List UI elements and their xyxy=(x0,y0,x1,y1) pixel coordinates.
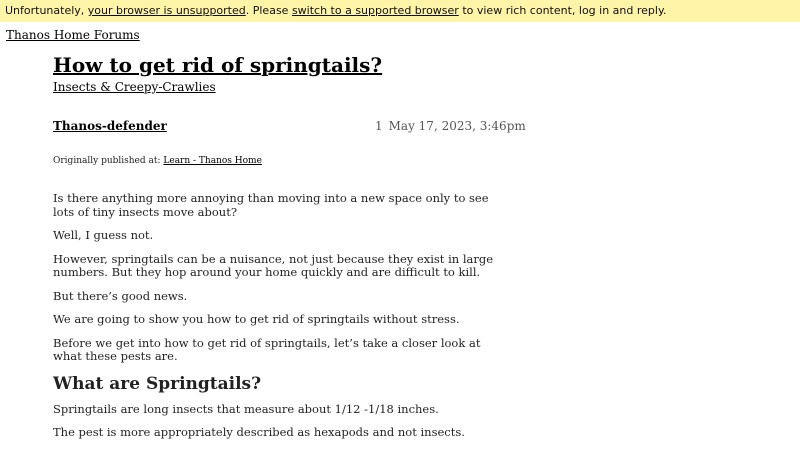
post-paragraph: Before we get into how to get rid of springtails, let’s take a closer look at what these pests are. xyxy=(53,335,481,363)
origin-note xyxy=(53,156,262,166)
post-paragraph: We are going to show you how to get rid of springtails without stress. xyxy=(53,312,460,326)
post-paragraph: However, springtails can be a nuisance, not just because they exist in large numbers. But they hop around your home quickly and are difficult to kill. xyxy=(53,251,494,279)
unsupported-browser-notice xyxy=(0,0,800,22)
post-body xyxy=(53,192,493,450)
topic-title[interactable] xyxy=(53,53,382,77)
notice-suffix: to view rich content, log in and reply. xyxy=(458,4,667,17)
unsupported-browser-link[interactable]: your browser is unsupported xyxy=(87,4,246,17)
post-paragraph: The pest is more appropriately described as hexapods and not insects. xyxy=(53,425,465,439)
section-heading: What are Springtails? xyxy=(53,373,262,394)
origin-link[interactable]: Learn - Thanos Home xyxy=(163,156,262,166)
notice-middle: . Please xyxy=(245,4,292,17)
post-paragraph: Well, I guess not. xyxy=(53,228,154,242)
post-date: May 17, 2023, 3:46pm xyxy=(388,119,526,133)
category-link[interactable]: Insects & Creepy-Crawlies xyxy=(53,80,216,94)
origin-label: Originally published at: xyxy=(53,156,164,166)
site-title-link[interactable]: Thanos Home Forums xyxy=(6,28,140,42)
post-paragraph: But there’s good news. xyxy=(53,288,188,303)
post-paragraph: Springtails are long insects that measure about 1/12 -1/18 inches. xyxy=(53,401,439,416)
notice-prefix: Unfortunately, xyxy=(5,4,88,17)
post-author-link[interactable]: Thanos-defender xyxy=(53,119,167,133)
switch-browser-link[interactable]: switch to a supported browser xyxy=(291,4,459,17)
post-paragraph: Is there anything more annoying than moving into a new space only to see lots of tiny insects move about? xyxy=(53,191,489,219)
post-number: 1 xyxy=(375,119,383,133)
topic-title-link[interactable]: How to get rid of springtails? xyxy=(53,53,383,77)
post-meta xyxy=(375,119,526,133)
